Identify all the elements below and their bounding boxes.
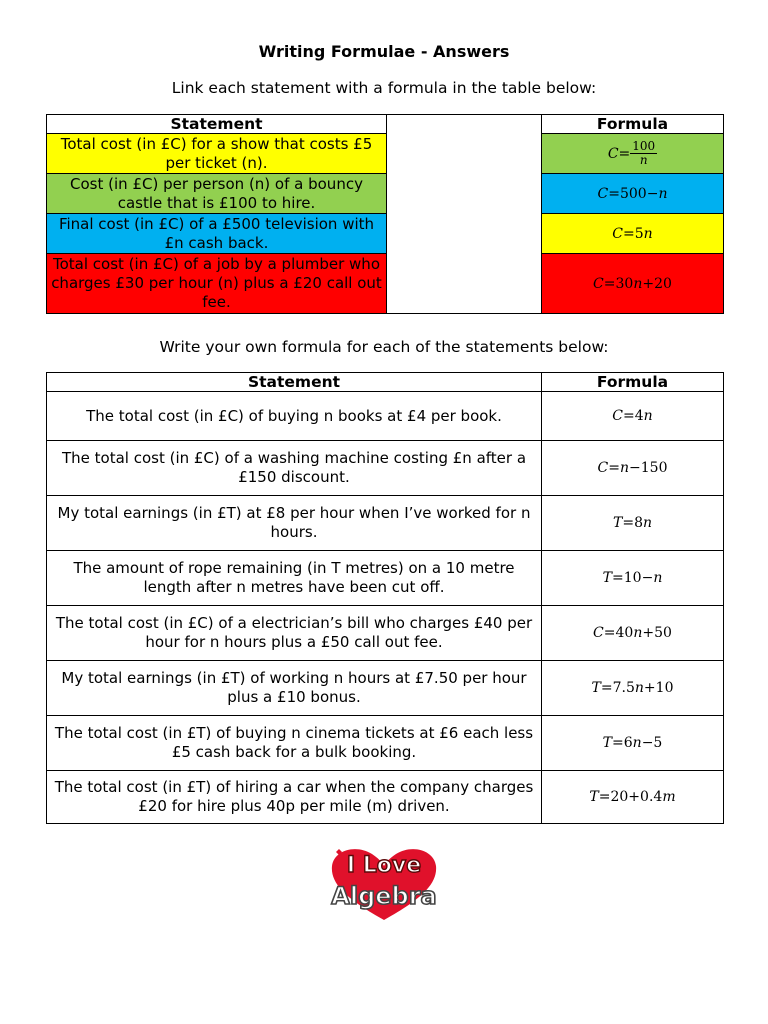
statement-cell: The total cost (in £C) of a electrician’s bill who charges £40 per hour for n hours plus a £50 call out fee.: [47, 606, 542, 661]
statement-cell: Final cost (in £C) of a £500 television with £n cash back.: [47, 214, 387, 254]
statement-cell: Total cost (in £C) of a job by a plumber who charges £30 per hour (n) plus a £20 call out fee.: [47, 254, 387, 314]
part1-instruction: Link each statement with a formula in the table below:: [171, 79, 597, 97]
statement-cell: My total earnings (in £T) of working n hours at £7.50 per hour plus a £10 bonus.: [47, 661, 542, 716]
formula-cell: [542, 134, 724, 174]
logo-line1: I Love: [346, 853, 422, 878]
formula-table: [46, 372, 724, 824]
statement-cell: The amount of rope remaining (in T metres) on a 10 metre length after n metres have been cut off.: [47, 551, 542, 606]
fraction-numerator: 100: [632, 139, 656, 153]
formula-fraction: [607, 139, 657, 167]
page-title: Writing Formulae - Answers: [258, 42, 510, 61]
matching-table: [46, 114, 724, 314]
statement-cell: The total cost (in £C) of buying n books at £4 per book.: [47, 392, 542, 441]
formula-text: C=40n+50: [593, 625, 672, 641]
formula-cell: [542, 392, 724, 441]
formula-text: C=500−n: [597, 185, 668, 202]
part2-instruction: Write your own formula for each of the statements below:: [159, 338, 609, 356]
statement-cell: The total cost (in £C) of a washing machine costing £n after a £150 discount.: [47, 441, 542, 496]
i-love-algebra-logo: [322, 842, 446, 922]
formula-header: Formula: [542, 373, 724, 392]
logo-line2: Algebra: [331, 882, 437, 910]
formula-cell: [542, 771, 724, 824]
formula-text: C=5n: [612, 225, 653, 242]
statement-header: Statement: [47, 373, 542, 392]
statement-cell: My total earnings (in £T) at £8 per hour when I’ve worked for n hours.: [47, 496, 542, 551]
formula-cell: [542, 716, 724, 771]
formula-text: T=20+0.4m: [589, 789, 676, 805]
formula-text: C=30n+20: [593, 275, 672, 292]
formula-text: C=4n: [612, 408, 653, 424]
formula-cell: [542, 174, 724, 214]
statement-cell: The total cost (in £T) of buying n cinema tickets at £6 each less £5 cash back for a bulk booking.: [47, 716, 542, 771]
formula-lhs: C=: [607, 145, 631, 162]
formula-cell: [542, 496, 724, 551]
formula-cell: [542, 661, 724, 716]
matching-gap: [387, 115, 542, 314]
statement-header: Statement: [47, 115, 387, 134]
formula-cell: [542, 606, 724, 661]
formula-cell: [542, 254, 724, 314]
formula-text: T=6n−5: [602, 735, 663, 751]
formula-cell: [542, 551, 724, 606]
fraction-denominator: n: [639, 153, 648, 167]
formula-cell: [542, 441, 724, 496]
formula-cell: [542, 214, 724, 254]
statement-cell: The total cost (in £T) of hiring a car when the company charges £20 for hire plus 40p per mile (m) driven.: [47, 771, 542, 824]
formula-text: C=n−150: [597, 460, 668, 476]
formula-text: T=10−n: [602, 570, 663, 586]
formula-header: Formula: [542, 115, 724, 134]
statement-cell: Total cost (in £C) for a show that costs £5 per ticket (n).: [47, 134, 387, 174]
formula-text: T=8n: [612, 515, 653, 531]
statement-cell: Cost (in £C) per person (n) of a bouncy castle that is £100 to hire.: [47, 174, 387, 214]
formula-text: T=7.5n+10: [591, 680, 674, 696]
